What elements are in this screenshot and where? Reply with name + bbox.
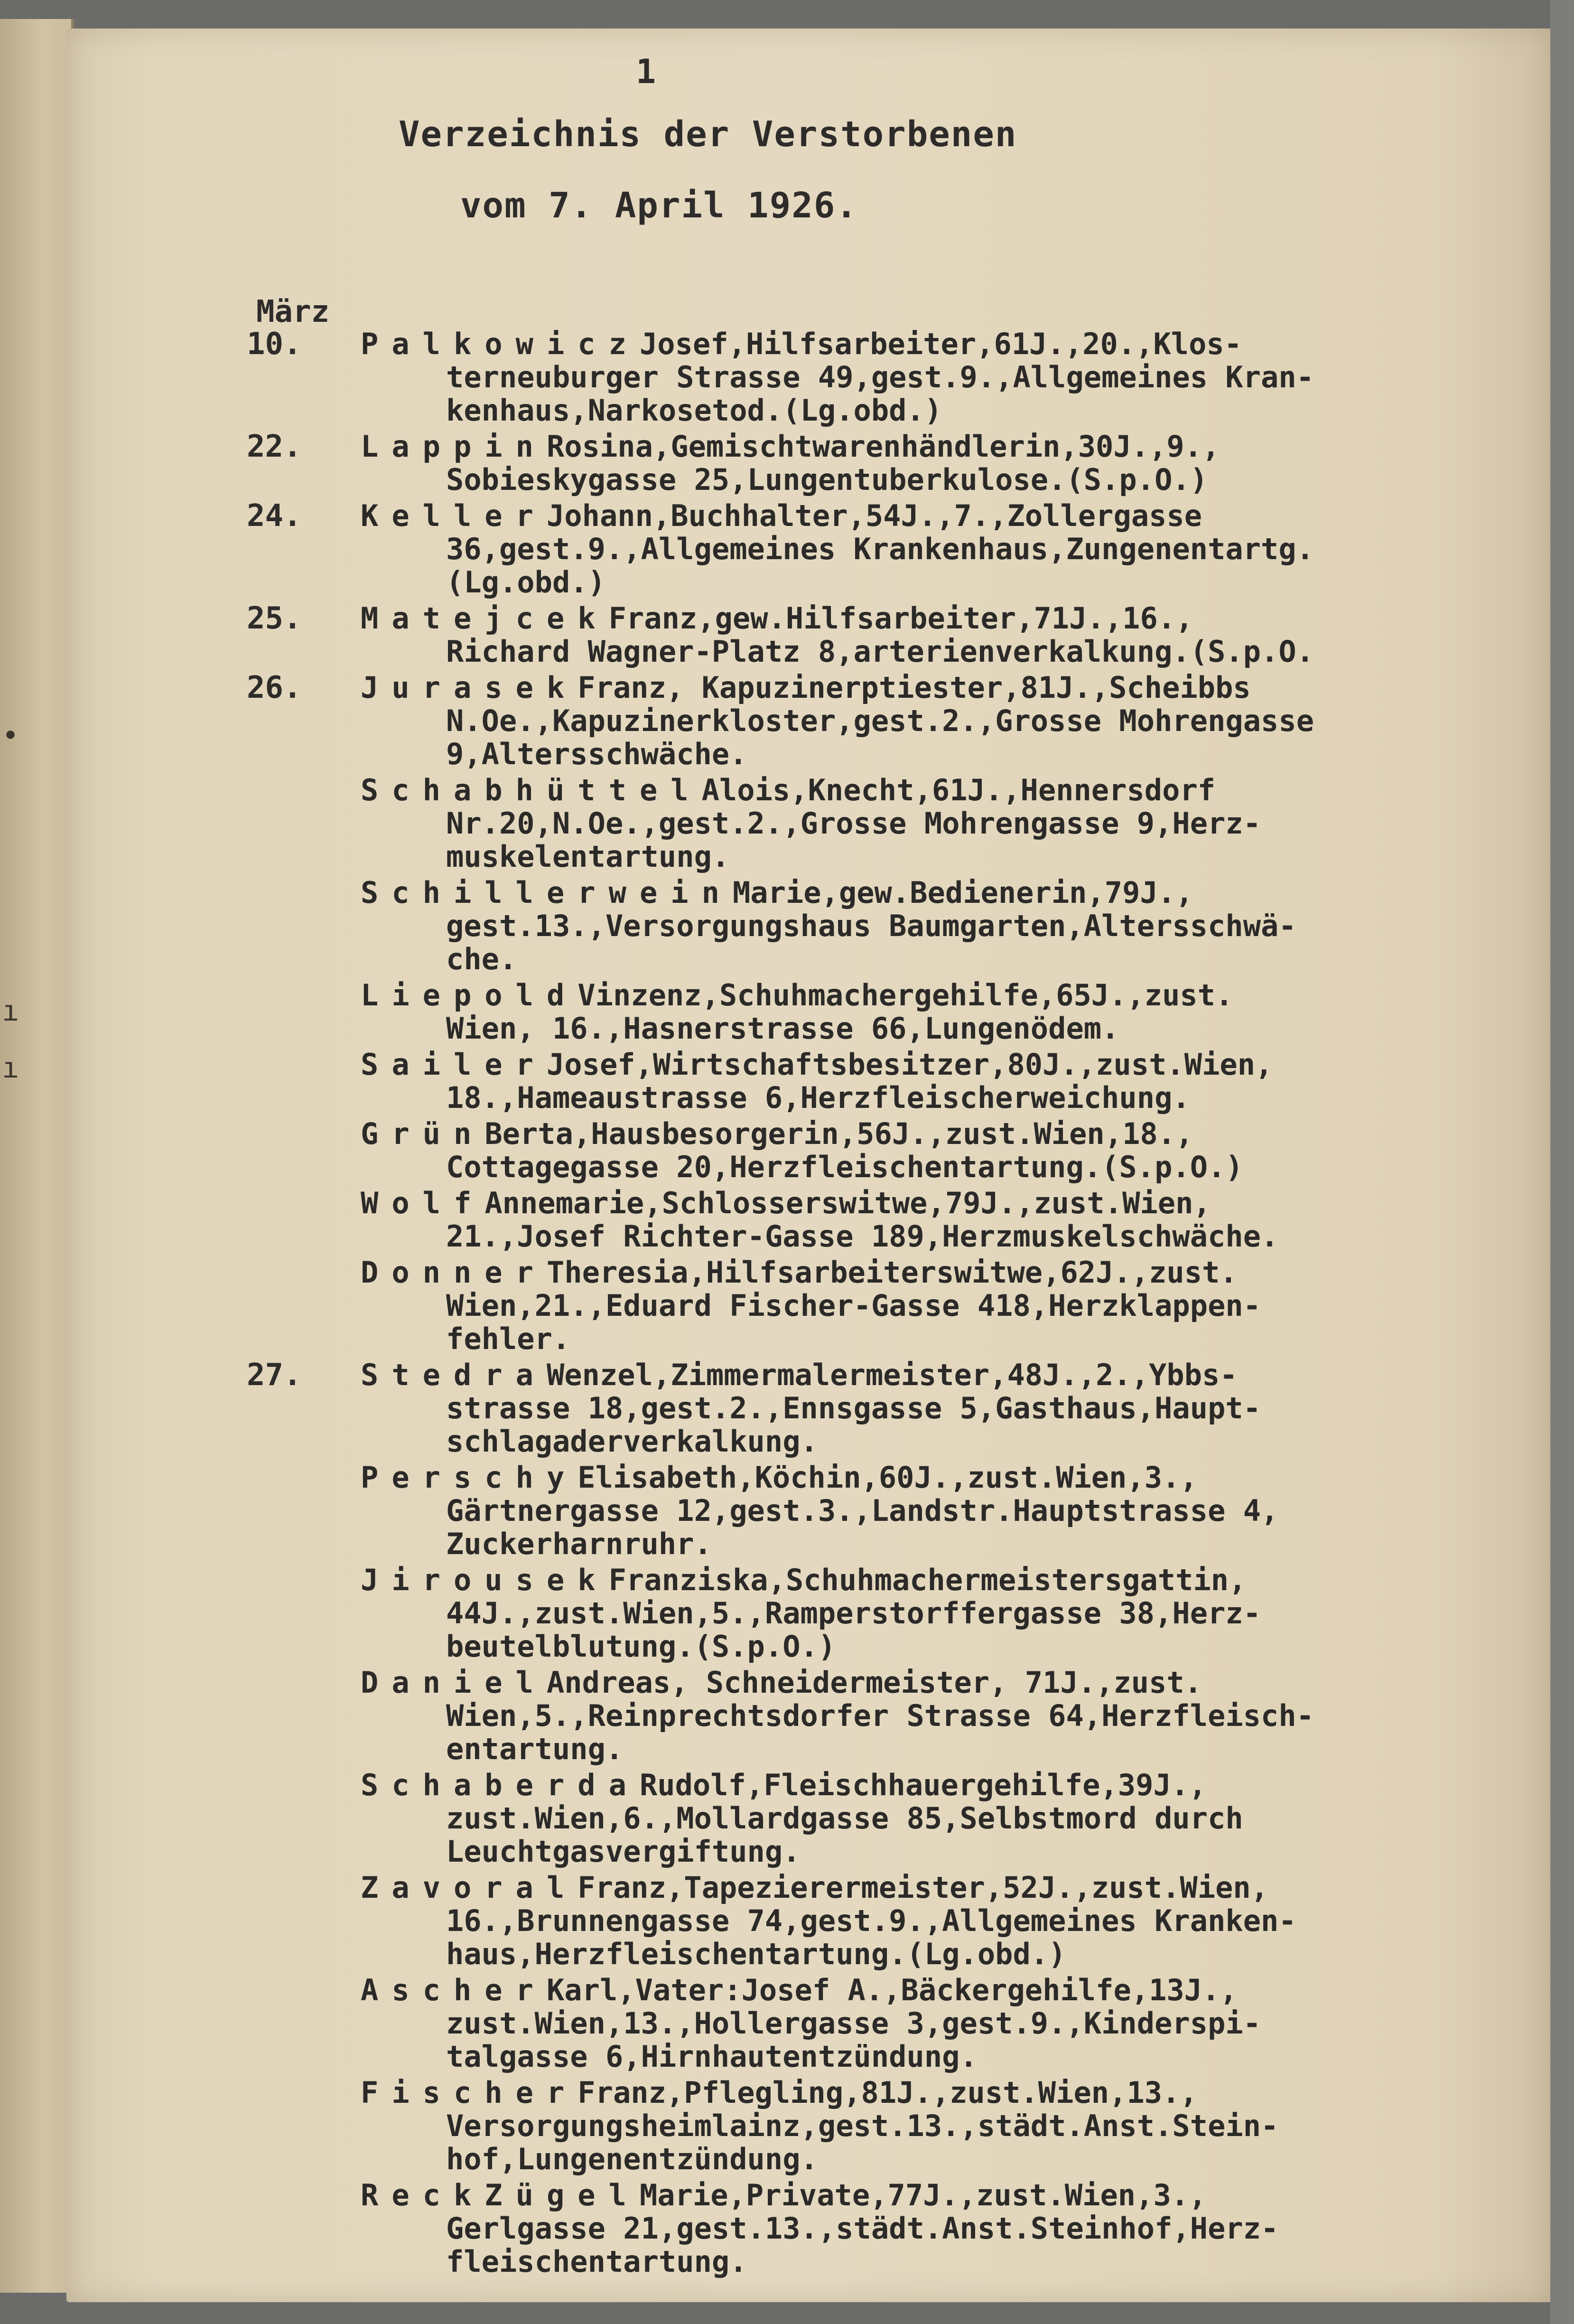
entry-line: 9,Altersschwäche. xyxy=(446,737,747,771)
entry-text: Rosina,Gemischtwarenhändlerin,30J.,9., xyxy=(546,429,1220,464)
entry-surname: Perschy xyxy=(361,1460,578,1495)
register-entry xyxy=(66,1359,1552,1458)
entry-text: Berta,Hausbesorgerin,56J.,zust.Wien,18., xyxy=(484,1116,1193,1151)
entry-line xyxy=(361,1666,1552,1699)
entry-text: Franz,Tapezierermeister,52J.,zust.Wien, xyxy=(577,1870,1269,1905)
entry-text: Marie,Private,77J.,zust.Wien,3., xyxy=(639,2178,1207,2212)
entry-text: Josef,Hilfsarbeiter,61J.,20.,Klos- xyxy=(639,327,1242,361)
entry-line: kenhaus,Narkosetod.(Lg.obd.) xyxy=(446,393,942,428)
entry-day: 27. xyxy=(247,1358,302,1393)
entry-line xyxy=(361,328,1552,361)
entry-line xyxy=(361,1256,1552,1289)
entry-line xyxy=(361,979,1552,1012)
facing-page-edge xyxy=(0,19,74,2293)
entry-line: Versorgungsheimlainz,gest.13.,städt.Anst.Stein- xyxy=(446,2108,1279,2143)
entry-line xyxy=(361,1187,1552,1220)
entry-line xyxy=(361,671,1552,704)
register-entry xyxy=(66,1769,1552,1868)
entry-surname: Sailer xyxy=(361,1047,547,1082)
entry-text: Theresia,Hilfsarbeiterswitwe,62J.,zust. xyxy=(546,1255,1238,1290)
entry-line: haus,Herzfleischentartung.(Lg.obd.) xyxy=(446,1937,1066,1971)
entry-line: fleischentartung. xyxy=(446,2244,747,2279)
entry-line: 21.,Josef Richter-Gasse 189,Herzmuskelschwäche. xyxy=(446,1219,1279,1254)
entry-line: terneuburger Strasse 49,gest.9.,Allgemeines Kran- xyxy=(446,360,1314,394)
entry-line xyxy=(361,1871,1552,1904)
register-entry xyxy=(66,671,1552,771)
entry-line: Gerlgasse 21,gest.13.,städt.Anst.Steinhof,Herz- xyxy=(446,2211,1279,2246)
document-page xyxy=(66,28,1552,2302)
entry-surname: Daniel xyxy=(361,1665,547,1700)
register-entry xyxy=(66,1256,1552,1356)
register-entry xyxy=(66,1117,1552,1184)
entry-line: Cottagegasse 20,Herzfleischentartung.(S.p.O.) xyxy=(446,1150,1243,1184)
entry-line: che. xyxy=(446,942,517,976)
entry-line: zust.Wien,13.,Hollergasse 3,gest.9.,Kinderspi- xyxy=(446,2006,1261,2041)
entry-text: Wenzel,Zimmermalermeister,48J.,2.,Ybbs- xyxy=(546,1358,1238,1392)
entry-line: Gärtnergasse 12,gest.3.,Landstr.Hauptstrasse 4, xyxy=(446,1493,1279,1528)
entry-line xyxy=(361,2076,1552,2109)
page-title: Verzeichnis der Verstorbenen xyxy=(399,114,1017,155)
entry-line xyxy=(361,602,1552,635)
entry-line xyxy=(361,1974,1552,2007)
register-entry xyxy=(66,1048,1552,1115)
entry-line: schlagaderverkalkung. xyxy=(446,1424,818,1459)
entry-line: Wien,5.,Reinprechtsdorfer Strasse 64,Herzfleisch- xyxy=(446,1698,1314,1733)
register-entry xyxy=(66,602,1552,668)
page-number: 1 xyxy=(636,52,656,91)
entry-line: zust.Wien,6.,Mollardgasse 85,Selbstmord durch xyxy=(446,1801,1243,1836)
entry-surname: Grün xyxy=(361,1116,485,1151)
entry-line: 36,gest.9.,Allgemeines Krankenhaus,Zungenentartg. xyxy=(446,532,1314,566)
register-entry xyxy=(66,1666,1552,1766)
entry-line: (Lg.obd.) xyxy=(446,565,605,600)
entry-line: gest.13.,Versorgungshaus Baumgarten,Altersschwä- xyxy=(446,909,1296,943)
facing-page-mark: ı xyxy=(2,1051,19,1085)
entry-line: Zuckerharnruhr. xyxy=(446,1527,712,1561)
entry-text: Alois,Knecht,61J.,Hennersdorf xyxy=(701,773,1216,807)
entry-line: muskelentartung. xyxy=(446,839,730,874)
register-entry xyxy=(66,430,1552,497)
entry-day: 24. xyxy=(247,498,302,534)
register-entry xyxy=(66,1187,1552,1253)
entry-line: Leuchtgasvergiftung. xyxy=(446,1834,801,1869)
entry-line: Sobieskygasse 25,Lungentuberkulose.(S.p.O.) xyxy=(446,462,1208,497)
facing-page-mark: • xyxy=(2,719,19,752)
entry-surname: Schabhüttel xyxy=(361,773,702,807)
register-entry xyxy=(66,2076,1552,2176)
entry-line: Wien,21.,Eduard Fischer-Gasse 418,Herzklappen- xyxy=(446,1288,1261,1323)
entry-line: talgasse 6,Hirnhautentzündung. xyxy=(446,2039,978,2074)
entry-line xyxy=(361,1048,1552,1081)
entry-surname: Matejcek xyxy=(361,601,609,636)
register-entry xyxy=(66,2179,1552,2278)
entry-text: Josef,Wirtschaftsbesitzer,80J.,zust.Wien, xyxy=(546,1047,1273,1082)
entry-text: Franz, Kapuzinerptiester,81J.,Scheibbs xyxy=(577,670,1251,705)
entry-line: entartung. xyxy=(446,1732,624,1766)
entry-surname: Stedra xyxy=(361,1358,547,1392)
entry-surname: Palkowicz xyxy=(361,327,640,361)
entry-surname: Ascher xyxy=(361,1973,547,2007)
entry-day: 25. xyxy=(247,601,302,636)
page-subtitle: vom 7. April 1926. xyxy=(460,185,858,226)
entry-day: 10. xyxy=(247,327,302,362)
entry-line xyxy=(361,2179,1552,2212)
entry-line xyxy=(361,499,1552,533)
entry-line: 18.,Hameaustrasse 6,Herzfleischerweichung. xyxy=(446,1080,1190,1115)
entry-line xyxy=(361,876,1552,909)
entry-surname: Jirousek xyxy=(361,1563,609,1597)
entry-line: N.Oe.,Kapuzinerkloster,gest.2.,Grosse Mohrengasse xyxy=(446,703,1314,738)
entry-surname: Donner xyxy=(361,1255,547,1290)
entry-surname: Fischer xyxy=(361,2075,578,2110)
entry-line: 16.,Brunnengasse 74,gest.9.,Allgemeines Kranken- xyxy=(446,1903,1296,1938)
entry-text: Franz,Pflegling,81J.,zust.Wien,13., xyxy=(577,2075,1198,2110)
entry-line: hof,Lungenentzündung. xyxy=(446,2142,818,2176)
entry-line: strasse 18,gest.2.,Ennsgasse 5,Gasthaus,Haupt- xyxy=(446,1391,1261,1425)
entry-line xyxy=(361,1461,1552,1494)
entry-line xyxy=(361,1564,1552,1597)
entry-surname: Wolf xyxy=(361,1186,485,1220)
register-entry xyxy=(66,1461,1552,1561)
entry-line: 44J.,zust.Wien,5.,Ramperstorffergasse 38,Herz- xyxy=(446,1596,1261,1631)
register-entry xyxy=(66,774,1552,873)
entry-surname: ReckZügel xyxy=(361,2178,640,2212)
entry-surname: Zavoral xyxy=(361,1870,578,1905)
entry-text: Franziska,Schuhmachermeistersgattin, xyxy=(608,1563,1247,1597)
entry-text: Elisabeth,Köchin,60J.,zust.Wien,3., xyxy=(577,1460,1198,1495)
entry-line: Wien, 16.,Hasnerstrasse 66,Lungenödem. xyxy=(446,1011,1119,1046)
register-entry xyxy=(66,499,1552,599)
entry-line xyxy=(361,774,1552,807)
entry-line xyxy=(361,1769,1552,1802)
entry-surname: Lappin xyxy=(361,429,547,464)
entry-surname: Jurasek xyxy=(361,670,578,705)
entry-text: Vinzenz,Schuhmachergehilfe,65J.,zust. xyxy=(577,978,1233,1012)
entry-line: beutelblutung.(S.p.O.) xyxy=(446,1629,836,1664)
register-entry xyxy=(66,328,1552,427)
entry-line: Richard Wagner-Platz 8,arterienverkalkung.(S.p.O. xyxy=(446,634,1314,669)
entry-line xyxy=(361,1359,1552,1392)
register-entry xyxy=(66,1974,1552,2073)
entry-text: Franz,gew.Hilfsarbeiter,71J.,16., xyxy=(608,601,1193,636)
entry-line: Nr.20,N.Oe.,gest.2.,Grosse Mohrengasse 9,Herz- xyxy=(446,806,1261,841)
entry-line xyxy=(361,430,1552,463)
register-entry xyxy=(66,876,1552,976)
entry-text: Johann,Buchhalter,54J.,7.,Zollergasse xyxy=(546,498,1202,533)
entry-day: 26. xyxy=(247,670,302,705)
entry-surname: Schaberda xyxy=(361,1768,640,1802)
death-register-list xyxy=(66,328,1552,2281)
facing-page-mark: ı xyxy=(2,994,19,1028)
register-entry xyxy=(66,1564,1552,1663)
entry-day: 22. xyxy=(247,429,302,464)
entry-surname: Schillerwein xyxy=(361,875,733,910)
entry-text: Rudolf,Fleischhauergehilfe,39J., xyxy=(639,1768,1207,1802)
entry-text: Annemarie,Schlosserswitwe,79J.,zust.Wien, xyxy=(484,1186,1211,1220)
register-entry xyxy=(66,1871,1552,1971)
entry-line: fehler. xyxy=(446,1321,570,1356)
entry-text: Marie,gew.Bedienerin,79J., xyxy=(732,875,1193,910)
month-label: März xyxy=(256,294,330,329)
register-entry xyxy=(66,979,1552,1045)
entry-surname: Keller xyxy=(361,498,547,533)
entry-text: Andreas, Schneidermeister, 71J.,zust. xyxy=(546,1665,1202,1700)
entry-line xyxy=(361,1117,1552,1151)
entry-text: Karl,Vater:Josef A.,Bäckergehilfe,13J., xyxy=(546,1973,1238,2007)
entry-surname: Liepold xyxy=(361,978,578,1012)
scan-border xyxy=(1550,0,1574,2324)
